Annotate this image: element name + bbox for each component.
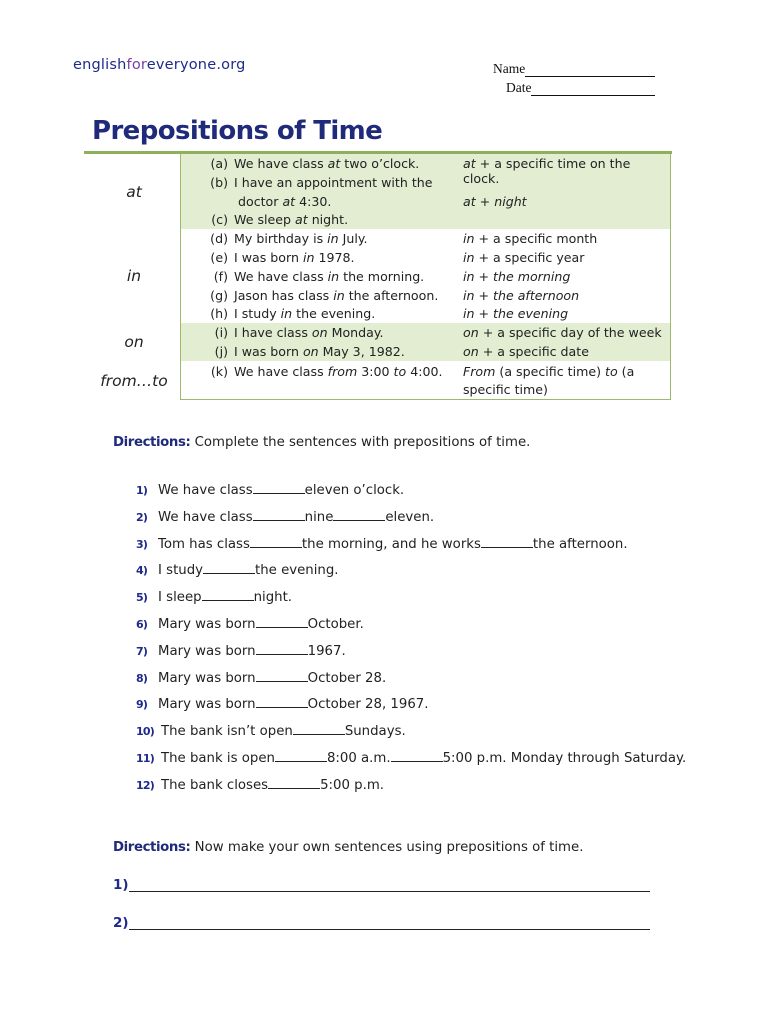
exercise-text: eleven. xyxy=(385,509,435,525)
exercise-number: 7) xyxy=(136,644,148,658)
exercise-number: 2) xyxy=(136,510,148,524)
exercise-text: eleven o’clock. xyxy=(304,483,405,498)
text-segment: My birthday is xyxy=(234,231,328,246)
text-segment: in + the evening xyxy=(463,306,569,321)
exercise-text: I sleep xyxy=(158,590,202,606)
answer-blank[interactable] xyxy=(293,722,345,735)
text-segment: in xyxy=(327,231,339,246)
rule-text xyxy=(463,269,570,284)
answer-blank[interactable] xyxy=(256,695,308,708)
rule-text xyxy=(463,250,584,265)
text-segment: doctor xyxy=(238,194,283,209)
category-in: in xyxy=(126,267,142,285)
text-segment: Monday. xyxy=(327,325,384,340)
text-segment: in + the afternoon xyxy=(463,288,580,303)
exercise-number: 9) xyxy=(136,698,148,712)
exercise-text: the morning, and he works xyxy=(301,536,481,552)
text-segment: (a specific time) xyxy=(495,364,605,379)
exercise-text: Tom has class xyxy=(158,536,250,552)
exercise-number: 4) xyxy=(136,564,148,578)
example-letter: (f) xyxy=(213,269,228,284)
example-letter: (h) xyxy=(210,306,228,321)
exercise-item xyxy=(136,776,384,793)
example-letter: (c) xyxy=(211,212,228,227)
text-segment: on xyxy=(302,344,319,359)
answer-blank[interactable] xyxy=(203,561,255,574)
rule-text xyxy=(463,382,548,397)
text-segment: 4:30. xyxy=(295,194,332,209)
exercise-text: Mary was born xyxy=(158,617,256,632)
directions-text: Now make your own sentences using prepositions of time. xyxy=(190,840,584,855)
rule-text xyxy=(463,194,527,209)
example-sentence xyxy=(210,231,368,246)
example-sentence xyxy=(210,306,376,321)
text-segment: in xyxy=(327,269,340,284)
exercise-text: October 28, 1967. xyxy=(307,697,429,713)
exercise-text: October. xyxy=(307,617,364,632)
exercise-text: Mary was born xyxy=(158,670,256,686)
text-segment: I have an appointment with the xyxy=(234,175,433,190)
rule-text xyxy=(463,288,579,303)
example-sentence xyxy=(210,175,433,190)
exercise-item xyxy=(136,695,429,712)
text-segment: at xyxy=(282,194,296,209)
own-sentence-line[interactable] xyxy=(129,929,650,930)
text-segment: Jason has class xyxy=(234,288,334,303)
example-letter: (d) xyxy=(210,231,228,246)
answer-blank[interactable] xyxy=(268,776,320,789)
exercise-number: 1) xyxy=(136,484,148,497)
example-sentence xyxy=(210,156,420,171)
example-sentence xyxy=(211,212,349,227)
brand-part: english xyxy=(73,57,127,73)
text-segment: We have class xyxy=(234,269,328,284)
exercise-text: The bank is open xyxy=(161,751,275,766)
answer-blank[interactable] xyxy=(250,535,302,548)
example-sentence xyxy=(214,325,384,340)
name-field[interactable] xyxy=(525,62,655,77)
text-segment: 4:00. xyxy=(406,364,443,379)
example-letter: (b) xyxy=(210,175,228,190)
text-segment: From xyxy=(463,364,496,379)
text-segment: (a xyxy=(617,364,635,379)
exercise-number: 6) xyxy=(136,618,148,631)
directions-label: Directions: xyxy=(113,435,191,450)
answer-blank[interactable] xyxy=(253,508,305,521)
date-field[interactable] xyxy=(531,81,655,96)
text-segment: night. xyxy=(307,212,349,227)
exercise-item xyxy=(136,508,434,525)
text-segment: to xyxy=(393,364,407,379)
exercise-text: 8:00 a.m. xyxy=(326,751,391,766)
example-sentence xyxy=(238,194,331,209)
example-letter: (i) xyxy=(214,325,228,340)
exercise-item xyxy=(136,749,686,766)
text-segment: + a specific date xyxy=(478,344,589,359)
answer-blank[interactable] xyxy=(253,481,305,494)
exercise-number: 12) xyxy=(136,778,154,792)
exercise-item xyxy=(136,561,339,578)
text-segment: in xyxy=(333,288,345,303)
example-sentence xyxy=(214,344,405,359)
text-segment: We have class xyxy=(234,364,328,379)
example-letter: (a) xyxy=(210,156,228,171)
exercise-text: We have class xyxy=(158,483,253,498)
exercise-number: 5) xyxy=(136,591,148,605)
example-sentence xyxy=(213,269,425,284)
text-segment: on xyxy=(463,325,479,340)
text-segment: in xyxy=(280,306,293,321)
text-segment: + a specific month xyxy=(474,231,598,246)
text-segment: to xyxy=(605,364,618,379)
text-segment: I study xyxy=(234,306,281,321)
rule-text xyxy=(463,325,662,340)
text-segment: from xyxy=(327,364,358,379)
text-segment: I was born xyxy=(234,250,303,265)
category-on: on xyxy=(124,333,144,351)
text-segment: on xyxy=(463,344,479,359)
exercise-text: 1967. xyxy=(307,643,346,659)
text-segment: specific time) xyxy=(463,382,548,397)
exercise-text: I study xyxy=(158,563,204,579)
text-segment: at xyxy=(463,156,476,171)
text-segment: + a specific day of the week xyxy=(478,325,662,340)
exercise-item xyxy=(136,481,404,498)
brand-part: for xyxy=(126,57,147,73)
exercise-number: 3) xyxy=(136,537,148,551)
exercise-text: the afternoon. xyxy=(532,536,628,552)
exercise-text: Sundays. xyxy=(344,724,406,740)
answer-blank[interactable] xyxy=(256,669,308,682)
exercise-text: 5:00 p.m. xyxy=(320,777,385,793)
directions-text: Complete the sentences with prepositions of time. xyxy=(190,435,531,450)
text-segment: at xyxy=(327,156,341,171)
exercise-item xyxy=(136,588,292,605)
answer-blank[interactable] xyxy=(391,749,443,762)
text-segment: + a specific year xyxy=(474,250,585,265)
text-segment: I have class xyxy=(234,325,312,340)
example-letter: (k) xyxy=(210,364,228,379)
example-letter: (g) xyxy=(210,288,228,303)
exercise-text: nine xyxy=(304,509,334,525)
exercise-text: night. xyxy=(253,590,293,606)
text-segment: in xyxy=(463,250,475,265)
category-from-to: from…to xyxy=(100,372,168,390)
exercise-number: 10) xyxy=(136,725,154,739)
text-segment: two o’clock. xyxy=(340,156,420,171)
text-segment: + a specific time on the clock. xyxy=(463,156,631,186)
text-segment: We sleep xyxy=(234,212,296,227)
exercise-text: October 28. xyxy=(307,670,387,686)
exercise-number: 8) xyxy=(136,671,148,685)
rule-text xyxy=(463,306,568,321)
text-segment: in + the morning xyxy=(463,269,571,284)
text-segment: at xyxy=(295,212,308,227)
text-segment: on xyxy=(311,325,328,340)
name-label: Name xyxy=(493,61,526,76)
own-sentence-number: 2) xyxy=(113,915,129,931)
text-segment: July. xyxy=(338,231,368,246)
directions-2 xyxy=(113,840,583,855)
answer-blank[interactable] xyxy=(333,508,385,521)
date-label: Date xyxy=(506,80,532,95)
exercise-item xyxy=(136,615,364,632)
exercise-item xyxy=(136,535,628,552)
example-letter: (e) xyxy=(210,250,228,265)
exercise-text: We have class xyxy=(158,509,253,525)
exercise-item xyxy=(136,722,406,739)
text-segment: I was born xyxy=(234,344,303,359)
exercise-number: 11) xyxy=(136,752,154,765)
rule-text xyxy=(463,231,597,246)
text-segment: 1978. xyxy=(314,250,355,265)
exercise-text: The bank closes xyxy=(161,777,269,793)
text-segment: in xyxy=(302,250,315,265)
rule-text xyxy=(463,364,634,379)
answer-blank[interactable] xyxy=(256,615,308,628)
directions-label: Directions: xyxy=(113,840,191,855)
exercise-text: 5:00 p.m. Monday through Saturday. xyxy=(442,751,687,766)
exercise-item xyxy=(136,642,346,659)
text-segment: the afternoon. xyxy=(344,288,439,303)
text-segment: the evening. xyxy=(292,306,376,321)
rule-text xyxy=(463,344,589,359)
exercise-text: the evening. xyxy=(255,563,339,579)
text-segment: in xyxy=(463,231,475,246)
page-title: Prepositions of Time xyxy=(92,116,383,146)
example-letter: (j) xyxy=(214,344,228,359)
text-segment: We have class xyxy=(234,156,328,171)
example-sentence xyxy=(210,288,439,303)
site-brand xyxy=(73,57,246,73)
exercise-text: Mary was born xyxy=(158,697,256,713)
example-sentence xyxy=(210,364,443,379)
exercise-item xyxy=(136,669,386,686)
category-at: at xyxy=(126,183,142,201)
text-segment: 3:00 xyxy=(357,364,394,379)
own-sentence-number: 1) xyxy=(113,877,129,893)
text-segment: the morning. xyxy=(339,269,425,284)
prepositions-table xyxy=(180,154,671,400)
brand-part: everyone.org xyxy=(146,57,246,73)
directions-1 xyxy=(113,435,530,450)
exercise-text: The bank isn’t open xyxy=(161,724,293,740)
text-segment: at + night xyxy=(463,194,527,209)
rule-text xyxy=(463,156,670,186)
answer-blank[interactable] xyxy=(202,588,254,601)
answer-blank[interactable] xyxy=(256,642,308,655)
example-sentence xyxy=(210,250,355,265)
own-sentence-line[interactable] xyxy=(129,891,650,892)
exercise-text: Mary was born xyxy=(158,643,256,659)
text-segment: May 3, 1982. xyxy=(318,344,405,359)
name-date-block xyxy=(493,58,655,96)
answer-blank[interactable] xyxy=(275,749,327,762)
answer-blank[interactable] xyxy=(481,535,533,548)
